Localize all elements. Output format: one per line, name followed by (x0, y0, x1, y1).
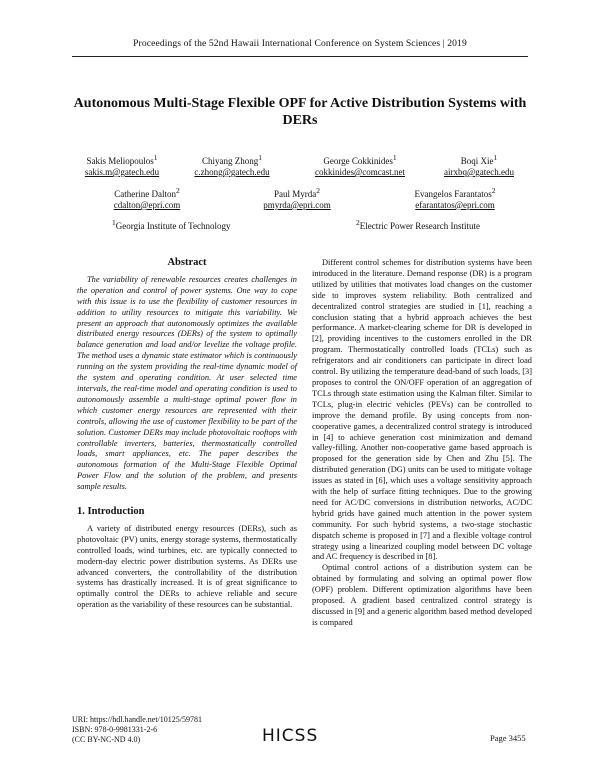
author-email[interactable]: sakis.m@gatech.edu (84, 167, 160, 177)
author-name: Paul Myrda (274, 189, 317, 199)
footer-license: (CC BY-NC-ND 4.0) (72, 735, 141, 744)
author-block: Boqi Xie$^1$ airxbq@gatech.edu (430, 152, 528, 178)
right-column (312, 258, 532, 629)
author-email[interactable]: cdalton@epri.com (113, 200, 181, 210)
introduction-heading: 1. Introduction (77, 506, 145, 518)
affiliation: $^2$Electric Power Research Institute (356, 218, 480, 231)
author-email[interactable]: airxbq@gatech.edu (443, 167, 514, 177)
author-block: Catherine Dalton$^2$ cdalton@epri.com (92, 185, 202, 211)
paper-title: Autonomous Multi-Stage Flexible OPF for Active Distribution Systems with DERs (73, 96, 527, 128)
abstract-heading: Abstract (167, 257, 207, 268)
footer-isbn: ISBN: 978-0-9981331-2-6 (72, 725, 158, 734)
author-email[interactable]: pmyrda@epri.com (263, 200, 331, 210)
author-name: George Cokkinides (323, 156, 393, 166)
proceedings-header: Proceedings of the 52nd Hawaii International Conference on System Sciences | 2019 (133, 38, 467, 49)
author-block: George Cokkinides$^1$ cokkinides@comcast.net (300, 152, 420, 178)
affiliation: $^1$Georgia Institute of Technology (112, 218, 231, 231)
hicss-logo: HICSS (262, 726, 319, 746)
author-name: Catherine Dalton (114, 189, 176, 199)
author-email[interactable]: cokkinides@comcast.net (314, 167, 405, 177)
left-column (77, 258, 297, 611)
header-rule (72, 56, 528, 57)
body-paragraph: Optimal control actions of a distribution system can be obtained by formulating and solving an optimal power flow (OPF) problem. Different optimization algorithms have been proposed. A gradient based centralized control strategy is discussed in [9] and a generic algorithm based method developed is compared (312, 563, 532, 627)
page-number: Page 3455 (490, 733, 526, 743)
footer-uri[interactable]: URI: https://hdl.handle.net/10125/59781 (72, 715, 202, 724)
body-paragraph: Different control schemes for distribution systems have been introduced in the literature. Demand response (DR) is a program utilized by utilities that motivates load changes on the customer side to improves system reliability. Both centralized and decentralized control strategies are studied in [1], reaching a conclusion stating that a hybrid approach achieves the best performance. A market-clearing scheme for DR is developed in [2], providing incentives to the customers enrolled in the DR program. Thermostatically controlled loads (TCLs) such as refrigerators and air conditioners can participate in direct load control. By utilizing the temperature dead-band of such loads, [3] proposes to control the ON/OFF operation of an aggregation of TCLs through state estimation using the Kalman filter. Similar to TCLs, plug-in electric vehicles (PEVs) can be controlled to improve the demand profile. By using concepts from non-cooperative games, a decentralized control strategy is introduced in [4] to achieve generation cost minimization and demand valley-filling. Another non-cooperative game based approach is proposed for the generation side by Chen and Zhu [5]. The distributed generation (DG) units can be used to mitigate voltage issues as stated in [6], which uses a voltage sensitivity approach with the help of surface fitting techniques. Due to the growing need for AC/DC conversions in distribution networks, AC/DC hybrid grids have gained much attention in the power system community. For such hybrid systems, a two-stage stochastic dispatch scheme is proposed in [7] and a flexible voltage control strategy using a linearized coupling model between DC voltage and AC frequency is described in [8]. (312, 258, 532, 562)
author-block: Evangelos Farantatos$^2$ efarantatos@epri.com (390, 185, 520, 211)
author-name: Sakis Meliopoulos (86, 156, 154, 166)
author-name: Chiyang Zhong (202, 156, 259, 166)
author-email[interactable]: efarantatos@epri.com (415, 200, 495, 210)
author-email[interactable]: c.zhong@gatech.edu (194, 167, 270, 177)
author-name: Evangelos Farantatos (414, 189, 492, 199)
abstract-text: The variability of renewable resources creates challenges in the operation and control of power systems. One way to cope with this issue is to use the flexibility of customer resources in addition to utility resources to mitigate this variability. We present an approach that autonomously optimizes the available distributed energy resources (DERs) of the system to optimally balance generation and load and/or levelize the voltage profile. The method uses a dynamic state estimator which is continuously running on the system providing the real-time dynamic model of the system and operating condition. At user selected time intervals, the real-time model and operating condition is used to autonomously assemble a multi-stage optimal power flow in which customer energy resources are represented with their controls, allowing the use of customer flexibility to be part of the solution. Customer DERs may include photovoltaic rooftops with controllable inverters, batteries, thermostatically controlled loads, smart appliances, etc. The paper describes the autonomous formation of the Multi-Stage Flexible Optimal Power Flow and the solution of the problem, and presents sample results. (77, 274, 297, 492)
author-name: Boqi Xie (460, 156, 494, 166)
footer-info (72, 715, 202, 745)
author-block: Paul Myrda$^2$ pmyrda@epri.com (242, 185, 352, 211)
author-block: Chiyang Zhong$^1$ c.zhong@gatech.edu (182, 152, 282, 178)
introduction-paragraph: A variety of distributed energy resources (DERs), such as photovoltaic (PV) units, energy storage systems, thermostatically controlled loads, wind turbines, etc. are typically connected to modern-day electric power distribution systems. As DERs use advanced converters, the controllability of the distribution systems has drastically increased. It is of great significance to optimally control the DERs to achieve reliable and secure operation as the variability of these resources can be substantial. (77, 523, 297, 610)
author-block: Sakis Meliopoulos$^1$ sakis.m@gatech.edu (72, 152, 172, 178)
